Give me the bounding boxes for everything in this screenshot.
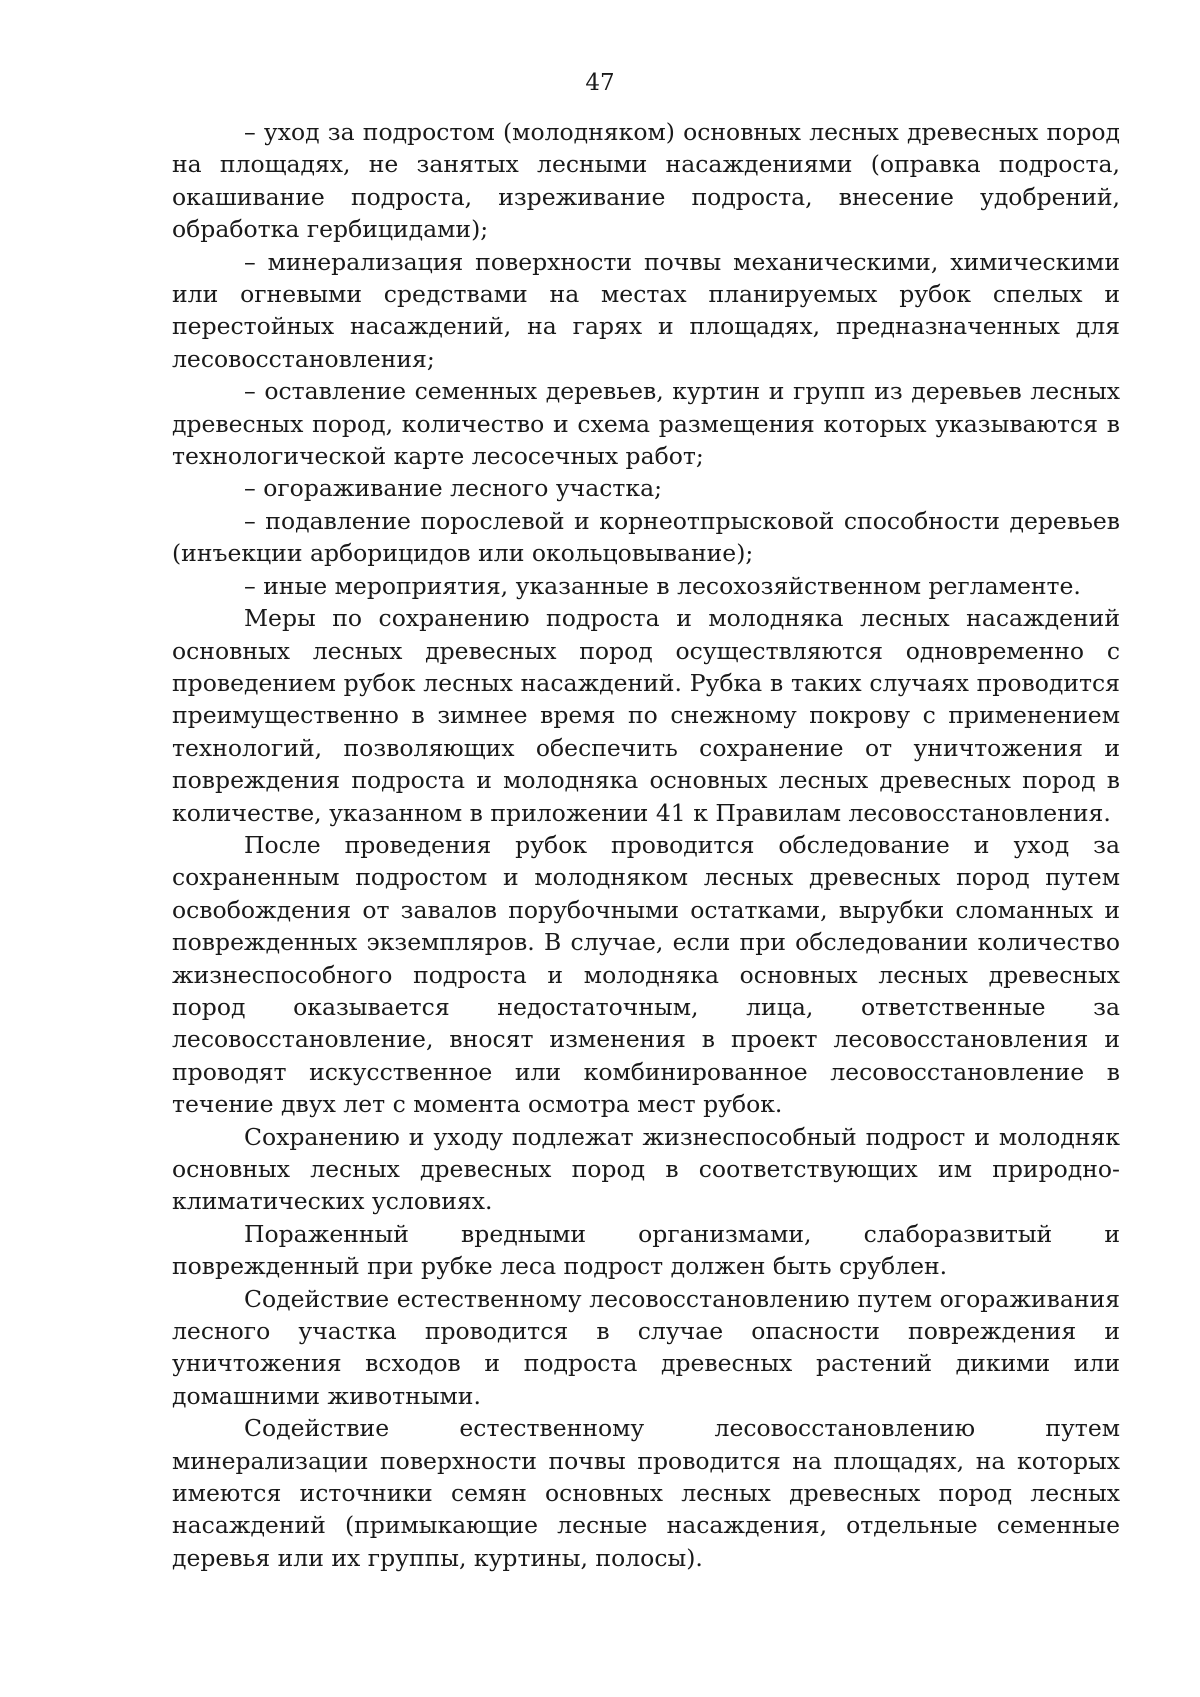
list-item-soil-mineralization: – минерализация поверхности почвы механическими, химическими или огневыми средствами на местах планируемых рубок спелых и перестойных насаждений, на гарях и площадях, предназначенных для лесовосстановления; bbox=[172, 247, 1120, 373]
paragraph-fencing-assistance: Содействие естественному лесовосстановлению путем огораживания лесного участка проводится в случае опасности повреждения и уничтожения всходов и подроста древесных растений дикими или домашними животными. bbox=[172, 1284, 1120, 1410]
paragraph-damaged-undergrowth: Пораженный вредными организмами, слаборазвитый и поврежденный при рубке леса подрост должен быть срублен. bbox=[172, 1219, 1120, 1281]
paragraph-post-felling-survey: После проведения рубок проводится обследование и уход за сохраненным подростом и молодняком лесных древесных пород путем освобождения от завалов порубочными остатками, вырубки сломанных и поврежденных экземпляров. В случае, если при обследовании количество жизнеспособного подроста и молодняка основных лесных древесных пород оказывается недостаточным, лица, ответственные за лесовосстановление, вносят изменения в проект лесовосстановления и проводят искусственное или комбинированное лесовосстановление в течение двух лет с момента осмотра мест рубок. bbox=[172, 830, 1120, 1119]
paragraph-mineralization-assistance: Содействие естественному лесовосстановлению путем минерализации поверхности почвы проводится на площадях, на которых имеются источники семян основных лесных древесных пород лесных насаждений (примыкающие лесные насаждения, отдельные семенные деревья или их группы, куртины, полосы). bbox=[172, 1414, 1120, 1572]
list-item-fencing: – огораживание лесного участка; bbox=[244, 474, 662, 503]
document-body bbox=[172, 116, 1120, 1574]
list-item-seed-trees: – оставление семенных деревьев, куртин и групп из деревьев лесных древесных пород, количество и схема размещения которых указываются в технологической карте лесосечных работ; bbox=[172, 377, 1120, 471]
page-number: 47 bbox=[585, 70, 615, 96]
paragraph-viable-undergrowth: Сохранению и уходу подлежат жизнеспособный подрост и молодняк основных лесных древесных пород в соответствующих им природно-климатических условиях. bbox=[172, 1122, 1120, 1216]
list-item-undergrowth-care: – уход за подростом (молодняком) основных лесных древесных пород на площадях, не занятых лесными насаждениями (оправка подроста, окашивание подроста, изреживание подроста, внесение удобрений, обработка гербицидами); bbox=[172, 118, 1120, 244]
list-item-other-measures: – иные мероприятия, указанные в лесохозяйственном регламенте. bbox=[244, 571, 1081, 600]
list-item-sprout-suppression: – подавление порослевой и корнеотпрысковой способности деревьев (инъекции арборицидов или окольцовывание); bbox=[172, 506, 1120, 568]
paragraph-preservation-measures: Меры по сохранению подроста и молодняка лесных насаждений основных лесных древесных пород осуществляются одновременно с проведением рубок лесных насаждений. Рубка в таких случаях проводится преимущественно в зимнее время по снежному покрову с применением технологий, позволяющих обеспечить сохранение от уничтожения и повреждения подроста и молодняка основных лесных древесных пород в количестве, указанном в приложении 41 к Правилам лесовосстановления. bbox=[172, 604, 1120, 827]
